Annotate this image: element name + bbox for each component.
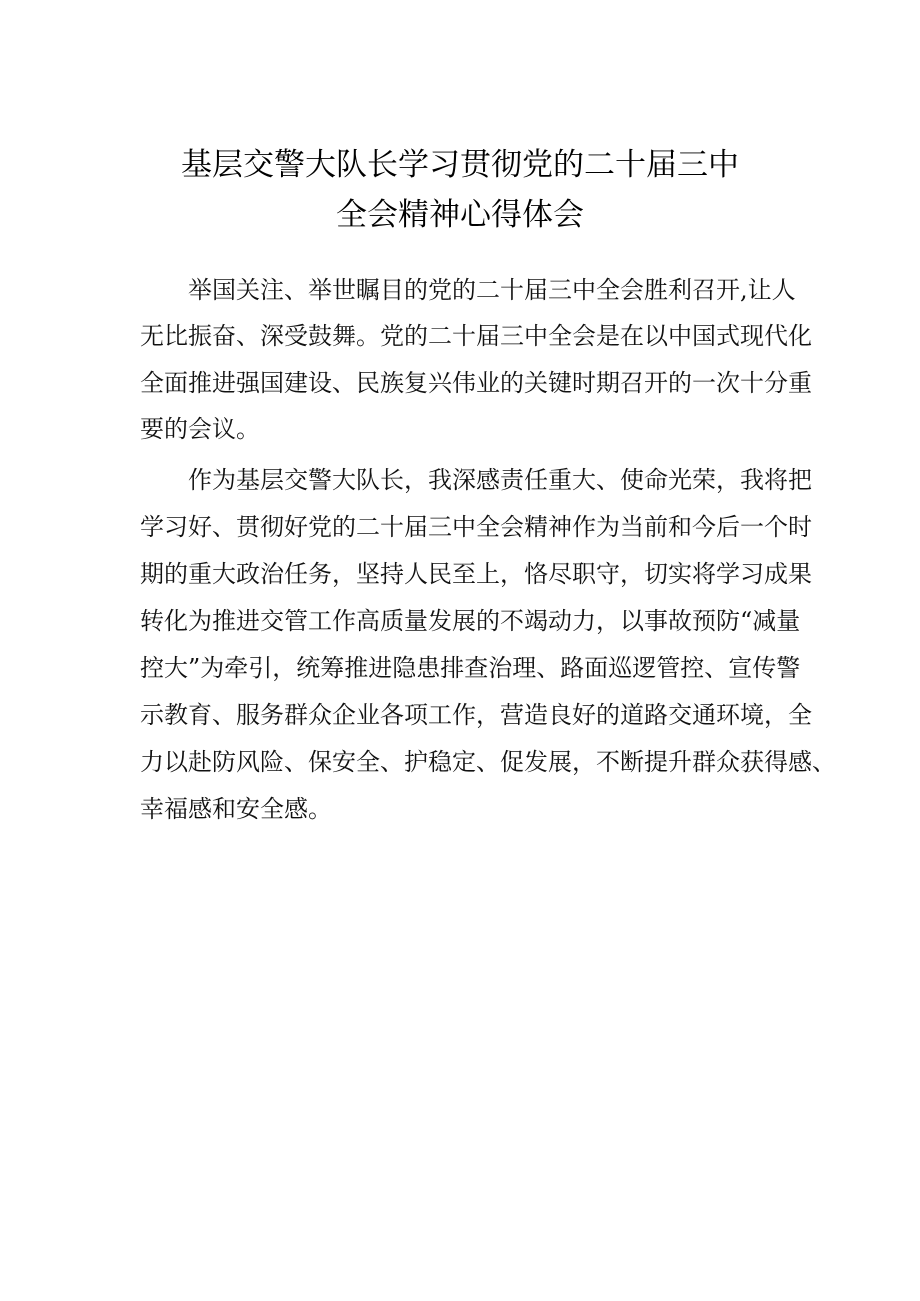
paragraph-line: 控大”为牵引，统筹推进隐患排查治理、路面巡逻管控、宣传警 xyxy=(140,654,801,682)
paragraph-line: 幸福感和安全感。 xyxy=(140,795,332,823)
paragraph-line: 学习好、贯彻好党的二十届三中全会精神作为当前和今后一个时 xyxy=(140,513,812,541)
document-title-line-2: 全会精神心得体会 xyxy=(336,197,584,233)
paragraph-line: 举国关注、举世瞩目的党的二十届三中全会胜利召开,让人 xyxy=(188,276,796,304)
paragraph-line: 要的会议。 xyxy=(140,415,260,443)
paragraph-line: 作为基层交警大队长，我深感责任重大、使命光荣，我将把 xyxy=(188,466,812,494)
paragraph-line: 期的重大政治任务，坚持人民至上，恪尽职守，切实将学习成果 xyxy=(140,560,812,588)
paragraph-line: 示教育、服务群众企业各项工作，营造良好的道路交通环境，全 xyxy=(140,701,812,729)
paragraph-line: 全面推进强国建设、民族复兴伟业的关键时期召开的一次十分重 xyxy=(140,369,812,397)
document-title-line-1: 基层交警大队长学习贯彻党的二十届三中 xyxy=(181,147,739,183)
paragraph-line: 转化为推进交管工作高质量发展的不竭动力，以事故预防“减量 xyxy=(140,607,801,635)
paragraph-line: 力以赴防风险、保安全、护稳定、促发展，不断提升群众获得感、 xyxy=(140,748,836,776)
paragraph-line: 无比振奋、深受鼓舞。党的二十届三中全会是在以中国式现代化 xyxy=(140,322,812,350)
